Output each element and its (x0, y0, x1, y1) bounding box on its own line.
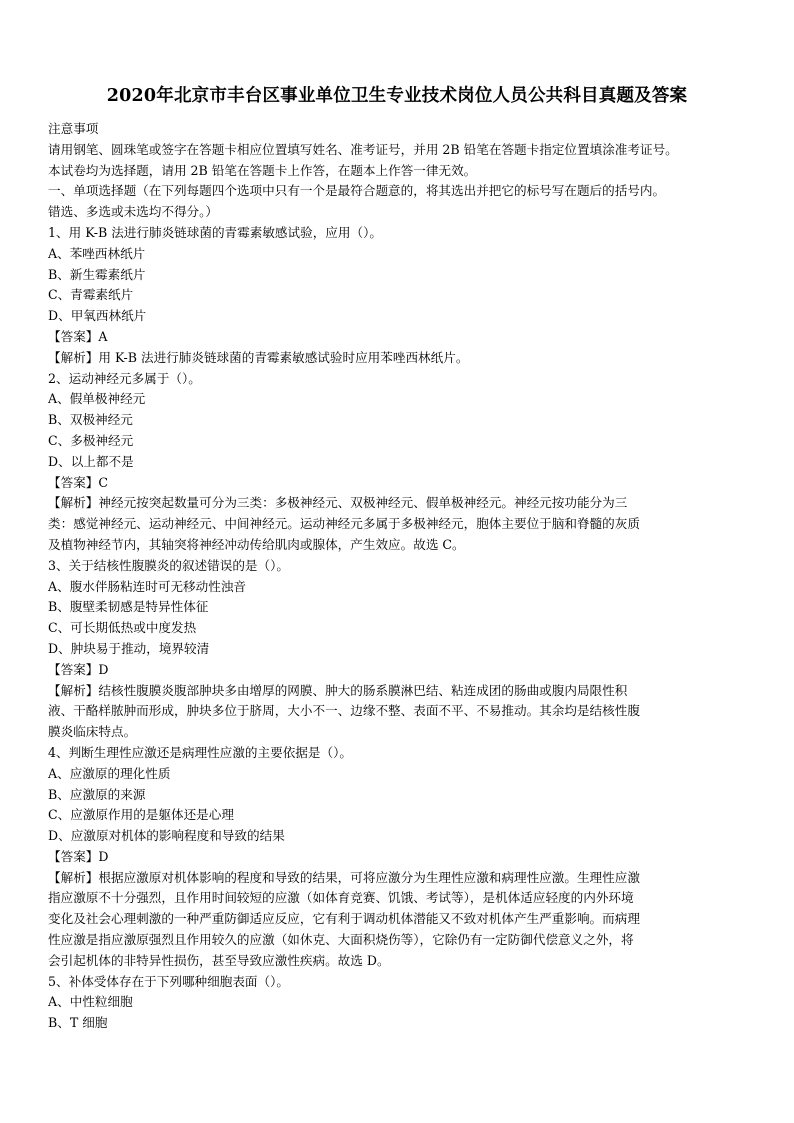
option: D、肿块易于推动，境界较清 (48, 640, 210, 656)
answer: 【答案】D (48, 661, 109, 677)
analysis-line: 膜炎临床特点。 (48, 724, 137, 740)
answer: 【答案】A (48, 328, 108, 344)
option: D、以上都不是 (48, 453, 134, 469)
option: A、苯唑西林纸片 (48, 245, 146, 261)
option: A、假单极神经元 (48, 391, 146, 407)
section-heading: 错选、多选或未选均不得分。） (48, 204, 219, 220)
option: B、双极神经元 (48, 412, 133, 428)
option: B、新生霉素纸片 (48, 266, 146, 282)
analysis-line: 类：感觉神经元、运动神经元、中间神经元。运动神经元多属于多极神经元，胞体主要位于脑和脊髓的灰质 (48, 516, 640, 532)
analysis-line: 会引起机体的非特异性损伤，甚至导致应激性疾病。故选 D。 (48, 952, 390, 968)
answer: 【答案】C (48, 474, 109, 490)
notice-heading: 注意事项 (48, 121, 99, 136)
analysis-line: 变化及社会心理刺激的一种严重防御适应反应，它有利于调动机体潜能又不致对机体产生严重影响。而病理 (48, 911, 640, 927)
option: A、中性粒细胞 (48, 994, 133, 1010)
analysis-line: 【解析】结核性腹膜炎腹部肿块多由增厚的网膜、肿大的肠系膜淋巴结、粘连成团的肠曲或腹内局限性积 (48, 682, 628, 698)
question-stem: 5、补体受体存在于下列哪种细胞表面（）。 (48, 973, 289, 989)
page-title: 2020年北京市丰台区事业单位卫生专业技术岗位人员公共科目真题及答案 (106, 86, 688, 106)
analysis-line: 指应激原不十分强烈，且作用时间较短的应激（如体育竞赛、饥饿、考试等），是机体适应轻度的内外环境 (48, 890, 634, 906)
document-body (48, 119, 760, 1034)
question-stem: 3、关于结核性腹膜炎的叙述错误的是（）。 (48, 557, 289, 573)
analysis-line: 【解析】神经元按突起数量可分为三类：多极神经元、双极神经元、假单极神经元。神经元按功能分为三 (48, 495, 628, 511)
question-stem: 4、判断生理性应激还是病理性应激的主要依据是（）。 (48, 744, 352, 760)
question-stem: 2、运动神经元多属于（）。 (48, 370, 201, 386)
notice-line: 请用钢笔、圆珠笔或签字在答题卡相应位置填写姓名、准考证号，并用 2B 铅笔在答题卡指定位置填涂准考证号。 (48, 141, 678, 157)
analysis-line: 液、干酪样脓肿而形成，肿块多位于脐周，大小不一、边缘不整、表面不平、不易推动。其余均是结核性腹 (48, 703, 640, 719)
option: B、T 细胞 (48, 1015, 108, 1031)
option: D、甲氧西林纸片 (48, 308, 147, 324)
option: A、应激原的理化性质 (48, 765, 171, 781)
section-heading: 一、单项选择题（在下列每题四个选项中只有一个是最符合题意的，将其选出并把它的标号写在题后的括号内。 (48, 183, 666, 199)
analysis-line: 【解析】用 K-B 法进行肺炎链球菌的青霉素敏感试验时应用苯唑西林纸片。 (48, 349, 469, 365)
notice-line: 本试卷均为选择题，请用 2B 铅笔在答题卡上作答，在题本上作答一律无效。 (48, 162, 477, 178)
option: B、应激原的来源 (48, 786, 146, 802)
option: C、应激原作用的是躯体还是心理 (48, 807, 234, 823)
option: D、应激原对机体的影响程度和导致的结果 (48, 828, 285, 844)
analysis-line: 性应激是指应激原强烈且作用较久的应激（如休克、大面积烧伤等），它除仍有一定防御代偿意义之外，将 (48, 932, 634, 948)
option: C、青霉素纸片 (48, 287, 134, 303)
option: C、可长期低热或中度发热 (48, 620, 197, 636)
option: B、腹壁柔韧感是特异性体征 (48, 599, 209, 615)
option: C、多极神经元 (48, 432, 134, 448)
analysis-line: 【解析】根据应激原对机体影响的程度和导致的结果，可将应激分为生理性应激和病理性应激。生理性应激 (48, 869, 640, 885)
option: A、腹水伴肠粘连时可无移动性浊音 (48, 578, 247, 594)
answer: 【答案】D (48, 848, 109, 864)
analysis-line: 及植物神经节内，其轴突将神经冲动传给肌肉或腺体，产生效应。故选 C。 (48, 536, 465, 552)
question-stem: 1、用 K-B 法进行肺炎链球菌的青霉素敏感试验，应用（）。 (48, 224, 382, 240)
